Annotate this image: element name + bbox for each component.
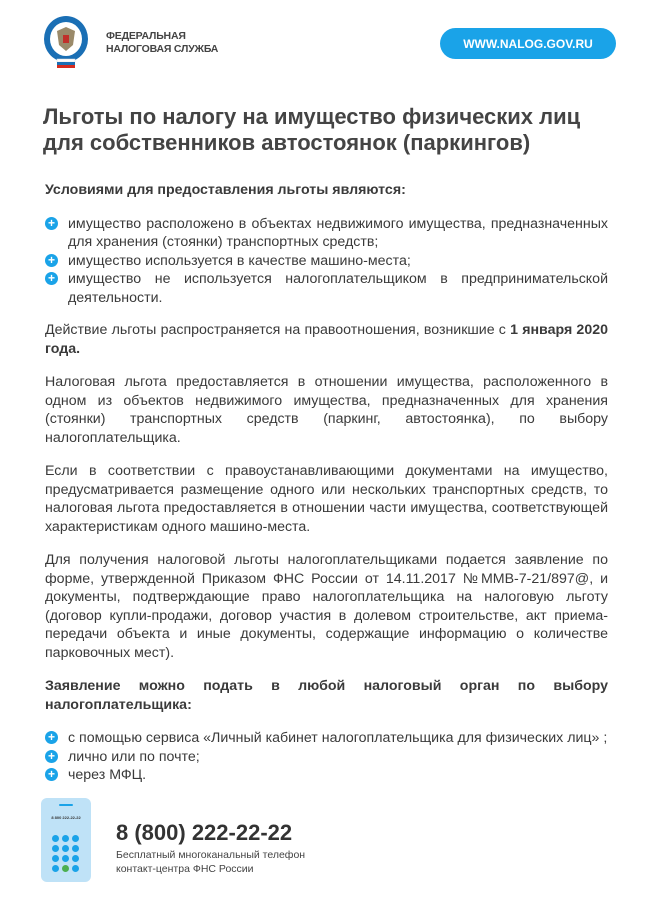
hotline-description — [116, 848, 305, 876]
paragraph: Налоговая льгота предоставляется в отношении имущества, расположенного в одном из объектов недвижимого имущества, предназначенных для хранения (стоянки) транспортных средств (паркинг, автостоянка), по выбору налогоплательщика. — [45, 374, 608, 446]
website-link-button[interactable]: WWW.NALOG.GOV.RU — [440, 28, 616, 59]
list-item — [45, 270, 608, 307]
list-item-text: имущество не используется налогоплательщиком в предпринимательской деятельности. — [68, 271, 608, 306]
fns-emblem-icon — [43, 15, 89, 69]
list-item-text: через МФЦ. — [68, 767, 147, 783]
list-item — [45, 748, 608, 767]
list-item-text: имущество расположено в объектах недвижимого имущества, предназначенных для хранения (стоянки) транспортных средств; — [68, 215, 608, 250]
phone-speaker — [59, 804, 73, 806]
phone-keypad-icon — [41, 798, 91, 882]
plus-circle-icon: + — [45, 768, 58, 781]
hotline-desc-line-2: контакт-центра ФНС России — [116, 863, 254, 875]
submit-list — [45, 729, 608, 785]
plus-circle-icon: + — [45, 750, 58, 763]
page-title — [43, 104, 623, 156]
submit-heading: Заявление можно подать в любой налоговый орган по выбору налогоплательщика: — [45, 678, 608, 713]
organization-name — [106, 30, 218, 56]
keypad — [52, 835, 79, 872]
plus-circle-icon: + — [45, 272, 58, 285]
conditions-list — [45, 215, 608, 308]
paragraph: Если в соответствии с правоустанавливающими документами на имущество, предусматривается размещение одного или нескольких транспортных средств, то налоговая льгота предоставляется в отношении части имущества, соответствующей характеристикам одного машино-места. — [45, 463, 608, 535]
org-line-1: ФЕДЕРАЛЬНАЯ — [106, 30, 186, 42]
list-item — [45, 252, 608, 271]
plus-circle-icon: + — [45, 217, 58, 230]
list-item-text: лично или по почте; — [68, 748, 200, 765]
list-item — [45, 766, 608, 785]
paragraph-text: Действие льготы распространяется на правоотношения, возникшие с — [45, 322, 511, 338]
phone-screen-number: 8 800 222-22-22 — [51, 815, 81, 820]
hotline-desc-line-1: Бесплатный многоканальный телефон — [116, 849, 306, 861]
plus-circle-icon: + — [45, 731, 58, 744]
list-item-text: с помощью сервиса «Личный кабинет налогоплательщика для физических лиц» ; — [68, 730, 608, 746]
list-item-text: имущество используется в качестве машино-места; — [68, 252, 411, 269]
list-item — [45, 215, 608, 252]
title-line-1: Льготы по налогу на имущество физических лиц — [43, 104, 581, 129]
conditions-heading: Условиями для предоставления льготы являются: — [45, 182, 406, 198]
plus-circle-icon: + — [45, 254, 58, 267]
title-line-2: для собственников автостоянок (паркингов) — [43, 130, 531, 155]
paragraph-effective-date — [45, 321, 608, 358]
list-item — [45, 729, 608, 748]
paragraph: Для получения налоговой льготы налогоплательщиками подается заявление по форме, утвержденной Приказом ФНС России от 14.11.2017 №ММВ-7-21/897@, и документы, подтверждающие право налогоплательщика на налоговую льготу (договор купли-продажи, договор участия в долевом строительстве, акт приема-передачи объекта и иные документы, содержащие информацию о количестве парковочных мест). — [45, 552, 608, 661]
effective-date: 1 января 2020 года. — [45, 322, 608, 357]
hotline-phone-number: 8 (800) 222-22-22 — [116, 820, 293, 845]
document-body — [45, 181, 608, 799]
org-line-2: НАЛОГОВАЯ СЛУЖБА — [106, 43, 219, 55]
